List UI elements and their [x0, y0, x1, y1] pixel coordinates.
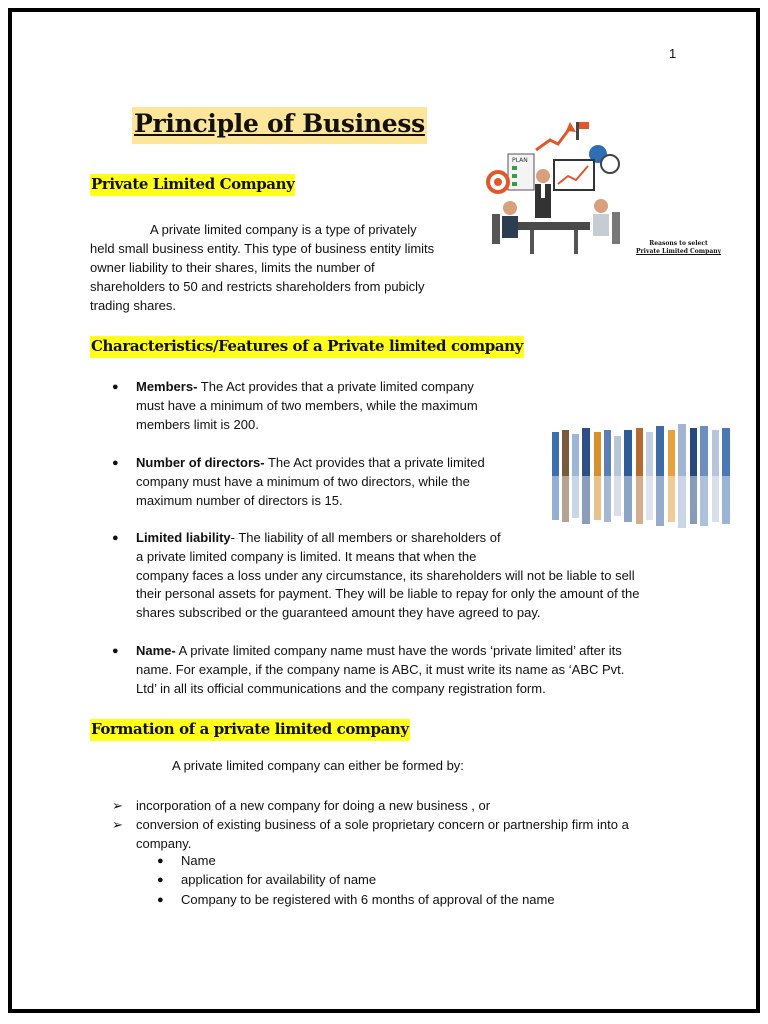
item-text: shares subscribed or the guaranteed amount they have agreed to pay.: [136, 605, 541, 621]
bullet-icon: ●: [157, 855, 164, 867]
bullet-icon: ●: [112, 381, 119, 393]
item-term: Number of directors-: [136, 455, 265, 470]
section-heading-formation: Formation of a private limited company: [90, 719, 410, 741]
business-meeting-illustration: [478, 118, 628, 263]
section-heading-characteristics: Characteristics/Features of a Private limited company: [90, 336, 524, 358]
bullet-icon: ●: [157, 894, 164, 906]
item-text: must have a minimum of two members, while the maximum: [136, 397, 478, 413]
item-text: The Act provides that a private limited: [264, 455, 485, 470]
bullet-icon: ●: [112, 645, 119, 657]
intro-line: owner liability to their shares, limits the number of: [90, 260, 375, 275]
arrow-item-text: conversion of existing business of a sole proprietary concern or partnership firm into a company.: [136, 817, 629, 851]
caption-line-2: Private Limited Company: [636, 248, 722, 255]
page-title: Principle of Business: [132, 107, 427, 144]
caption-line-1: Reasons to select: [649, 240, 708, 247]
item-text: maximum number of directors is 15.: [136, 492, 343, 508]
item-text: a private limited company is limited. It means that when the: [136, 548, 477, 564]
intro-line: trading shares.: [90, 298, 176, 313]
item-text: The Act provides that a private limited company: [197, 379, 474, 394]
intro-paragraph: [90, 220, 458, 315]
item-text: A private limited company name must have the words ‘private limited’ after its: [175, 643, 622, 658]
section-heading-private-limited-company: Private Limited Company: [90, 174, 295, 196]
item-text: their personal assets for payment. They will be liable to repay for only the amount of the: [136, 586, 640, 602]
sub-item-text: application for availability of name: [181, 872, 377, 887]
image-caption: [636, 240, 721, 256]
item-text: Ltd’ in all its official communications and the company registration form.: [136, 680, 546, 696]
item-text: - The liability of all members or shareholders of: [230, 530, 501, 545]
arrow-item-text: incorporation of a new company for doing a new business , or: [136, 798, 491, 813]
people-crowd-illustration: [548, 416, 738, 534]
sub-item-text: Company to be registered with 6 months of approval of the name: [181, 892, 555, 907]
item-text: members limit is 200.: [136, 416, 259, 432]
sub-item-text: Name: [181, 853, 216, 868]
item-text: company faces a loss under any circumstance, its shareholders will not be liable to sell: [136, 567, 635, 583]
item-text: name. For example, if the company name is ABC, it must write its name as ‘ABC Pvt.: [136, 661, 625, 677]
item-text: company must have a minimum of two directors, while the: [136, 473, 470, 489]
item-term: Members-: [136, 379, 198, 394]
arrow-bullet-icon: ➢: [112, 798, 123, 813]
item-term: Limited liability: [136, 530, 231, 545]
bullet-icon: ●: [112, 457, 119, 469]
page-number: 1: [669, 46, 677, 61]
intro-line: shareholders to 50 and restricts shareholders from pubicly: [90, 279, 425, 294]
arrow-bullet-icon: ➢: [112, 817, 123, 832]
formation-intro: A private limited company can either be formed by:: [172, 758, 464, 773]
intro-line: held small business entity. This type of business entity limits: [90, 241, 435, 256]
bullet-icon: ●: [112, 532, 119, 544]
item-term: Name-: [136, 643, 176, 658]
bullet-icon: ●: [157, 874, 164, 886]
intro-line: A private limited company is a type of privately: [150, 222, 417, 237]
svg-text:PLAN: PLAN: [512, 157, 528, 164]
